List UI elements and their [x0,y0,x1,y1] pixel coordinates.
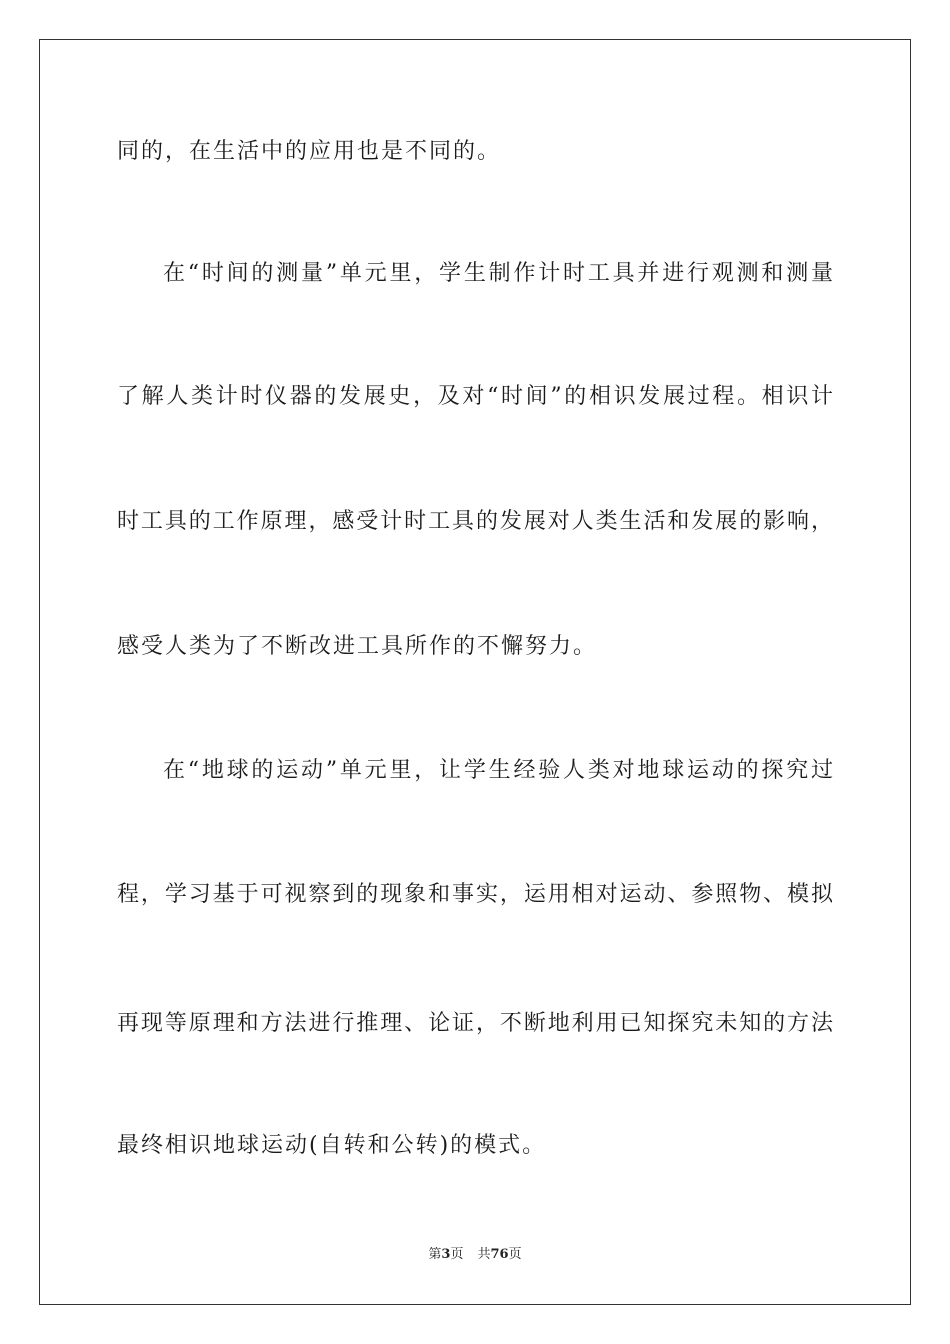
paragraph-2-line-2: 了解人类计时仪器的发展史，及对“时间”的相识发展过程。相识计 [117,384,833,409]
page-footer [0,1246,950,1264]
page-border [39,39,911,1305]
page-prefix: 第 [428,1247,442,1262]
paragraph-2-line-1: 在“时间的测量”单元里，学生制作计时工具并进行观测和测量 [163,261,833,286]
page-suffix: 页 [450,1247,464,1262]
paragraph-2-line-3: 时工具的工作原理，感受计时工具的发展对人类生活和发展的影响， [117,509,833,534]
paragraph-3-line-1: 在“地球的运动”单元里，让学生经验人类对地球运动的探究过 [163,758,833,783]
page-number: 3 [441,1247,451,1262]
paragraph-3-line-2: 程，学习基于可视察到的现象和事实，运用相对运动、参照物、模拟 [117,882,833,907]
paragraph-3-line-4: 最终相识地球运动(自转和公转)的模式。 [117,1133,547,1158]
paragraph-2-line-4: 感受人类为了不断改进工具所作的不懈努力。 [117,634,598,659]
text-line-1: 同的，在生活中的应用也是不同的。 [117,139,502,164]
total-prefix: 共 [477,1247,491,1262]
paragraph-3-line-3: 再现等原理和方法进行推理、论证，不断地利用已知探究未知的方法 [117,1011,833,1036]
total-suffix: 页 [508,1247,522,1262]
total-pages: 76 [490,1247,509,1262]
